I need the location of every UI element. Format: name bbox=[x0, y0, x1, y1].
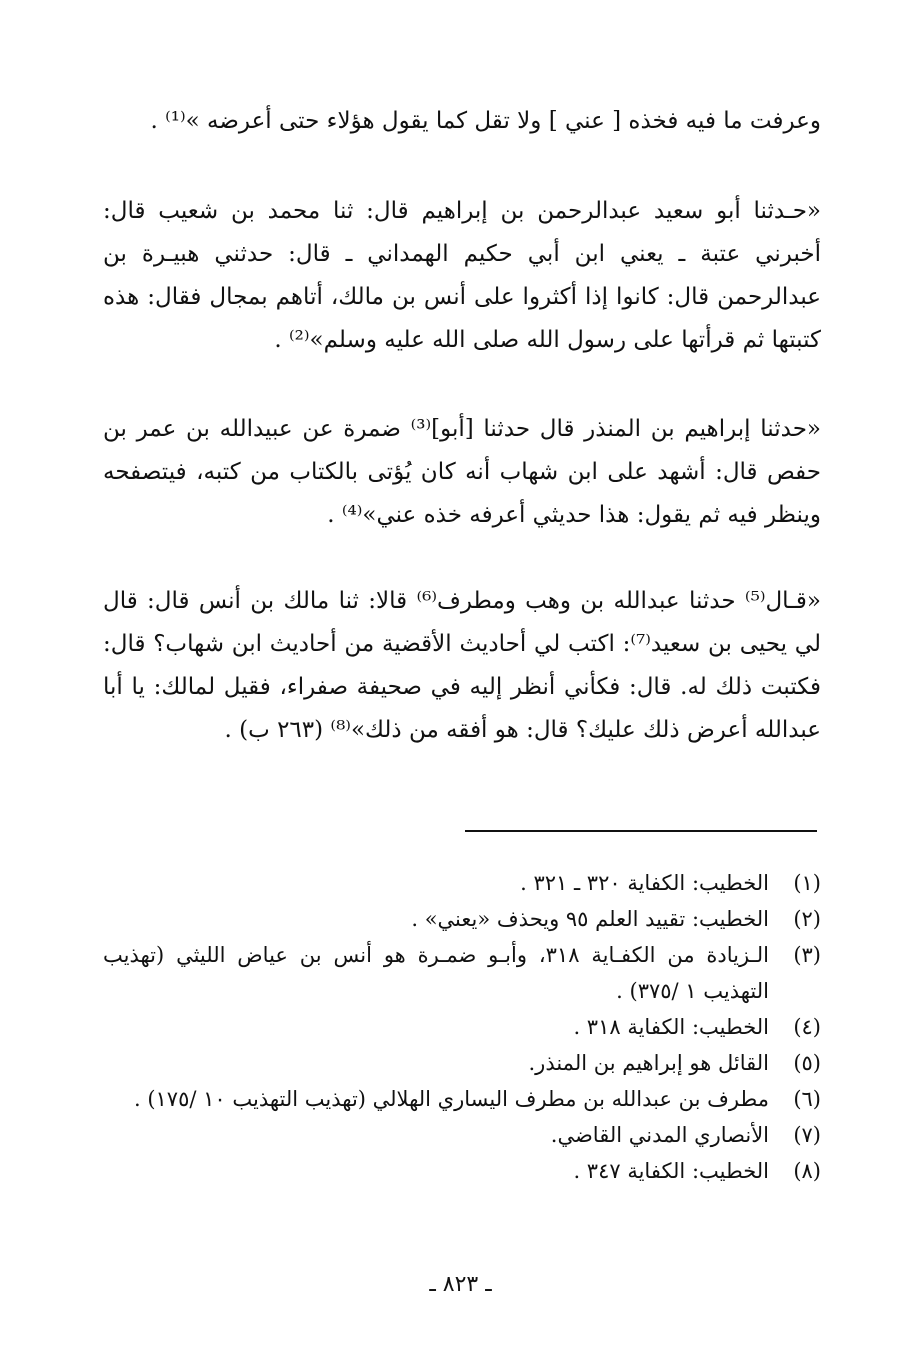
footnote-text: الـزيادة من الكفـاية ٣١٨، وأبـو ضمـرة هو أنس بن عياض الليثي (تهذيب التهذيب ١ /٣٧٥) . bbox=[103, 943, 769, 1003]
footnote-text: مطرف بن عبدالله بن مطرف اليساري الهلالي (تهذيب التهذيب ١٠ /١٧٥) . bbox=[133, 1087, 769, 1111]
footnote-number: (١) bbox=[793, 871, 821, 895]
footnote-number: (٨) bbox=[793, 1159, 821, 1183]
footnote-number: (٦) bbox=[793, 1087, 821, 1111]
paragraph-3: «حدثنا إبراهيم بن المنذر قال حدثنا [أبو]⁽³⁾ ضمرة عن عبيدالله بن عمر بن حفص قال: أشهد على ابن شهاب أنه كان يُؤتى بالكتاب من كتبه، فيتصفحه وينظر فيه ثم يقول: هذا حديثي أعرفه خذه عني»⁽⁴⁾ . bbox=[103, 416, 821, 528]
footnote-3 bbox=[103, 937, 821, 1009]
footnote-number: (٧) bbox=[793, 1123, 821, 1147]
footnote-text: الخطيب: الكفاية ٣٢٠ ـ ٣٢١ . bbox=[520, 871, 769, 895]
page-number: ـ ٨٢٣ ـ bbox=[429, 1272, 492, 1297]
footnote-5 bbox=[103, 1045, 821, 1081]
paragraph-4: «قـال⁽⁵⁾ حدثنا عبدالله بن وهب ومطرف⁽⁶⁾ قالا: ثنا مالك بن أنس قال: قال لي يحيى بن سعيد⁽⁷⁾: اكتب لي أحاديث الأقضية من أحاديث ابن شهاب؟ قال: فكتبت ذلك له. قال: فكأني أنظر إليه في صحيفة صفراء، فقيل لمالك: يا أبا عبدالله أعرض ذلك عليك؟ قال: هو أفقه من ذلك»⁽⁸⁾ (٢٦٣ ب) . bbox=[103, 588, 821, 743]
footnote-text: الخطيب: الكفاية ٣٤٧ . bbox=[573, 1159, 769, 1183]
footnote-text: الأنصاري المدني القاضي. bbox=[550, 1123, 769, 1147]
footnote-2 bbox=[103, 901, 821, 937]
footnote-divider bbox=[465, 830, 817, 832]
footnote-number: (٤) bbox=[793, 1015, 821, 1039]
paragraph-1: وعرفت ما فيه فخذه [ عني ] ولا تقل كما يقول هؤلاء حتى أعرضه »⁽¹⁾ . bbox=[150, 108, 821, 134]
footnote-text: الخطيب: تقييد العلم ٩٥ ويحذف «يعني» . bbox=[411, 907, 769, 931]
footnote-6 bbox=[103, 1081, 821, 1117]
paragraph-2: «حـدثنا أبو سعيد عبدالرحمن بن إبراهيم قال: ثنا محمد بن شعيب قال: أخبرني عتبة ـ يعني ابن أبي حكيم الهمداني ـ قال: حدثني هبيـرة بن عبدالرحمن قال: كانوا إذا أكثروا على أنس بن مالك، أتاهم بمجال فقال: هذه كتبتها ثم قرأتها على رسول الله صلى الله عليه وسلم»⁽²⁾ . bbox=[103, 198, 821, 353]
footnote-number: (٥) bbox=[793, 1051, 821, 1075]
footnote-4 bbox=[103, 1009, 821, 1045]
footnote-7 bbox=[103, 1117, 821, 1153]
footnote-1 bbox=[103, 865, 821, 901]
footnotes-list bbox=[103, 865, 821, 1189]
footnote-text: القائل هو إبراهيم بن المنذر. bbox=[528, 1051, 769, 1075]
footnote-text: الخطيب: الكفاية ٣١٨ . bbox=[573, 1015, 769, 1039]
footnote-number: (٣) bbox=[793, 943, 821, 967]
footnote-number: (٢) bbox=[793, 907, 821, 931]
footnote-8 bbox=[103, 1153, 821, 1189]
